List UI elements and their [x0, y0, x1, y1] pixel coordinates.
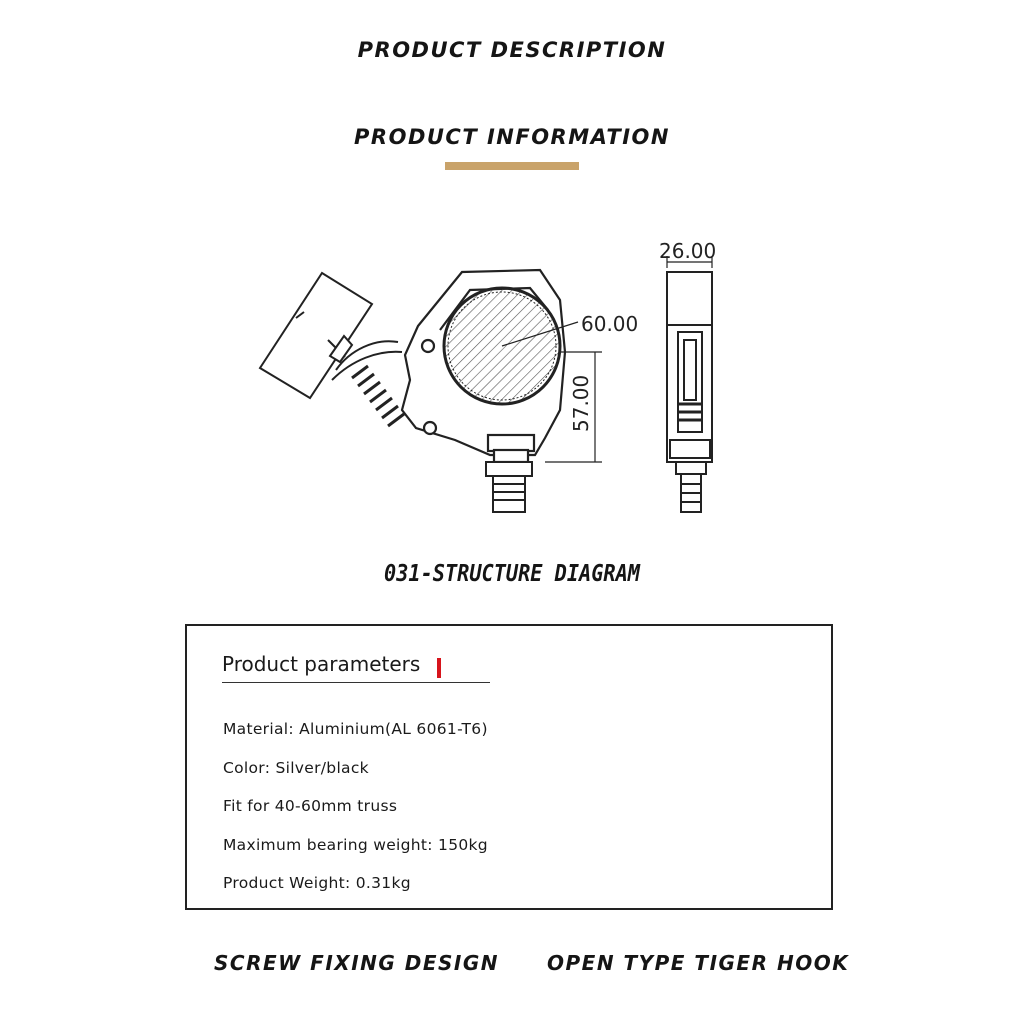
param-product-weight: Product Weight: 0.31kg: [223, 874, 411, 892]
structure-diagram-title: 031-STRUCTURE DIAGRAM: [384, 561, 640, 587]
param-color: Color: Silver/black: [223, 759, 369, 777]
side-view-drawing: [667, 256, 712, 512]
param-max-weight: Maximum bearing weight: 150kg: [223, 836, 488, 854]
product-parameters-box: [185, 624, 833, 910]
tiger-hook-caption: OPEN TYPE TIGER HOOK: [547, 951, 850, 975]
product-information-heading: PRODUCT INFORMATION: [354, 125, 670, 149]
width-dimension-label: 26.00: [659, 239, 717, 263]
param-material: Material: Aluminium(AL 6061-T6): [223, 720, 488, 738]
spring-drawing: [352, 366, 404, 426]
title-red-accent: [437, 658, 441, 678]
height-dimension-label: 57.00: [569, 374, 593, 432]
diameter-dimension-label: 60.00: [581, 312, 639, 336]
product-description-heading: PRODUCT DESCRIPTION: [357, 38, 667, 62]
screw-fixing-caption: SCREW FIXING DESIGN: [214, 951, 500, 975]
title-underline: [222, 682, 490, 683]
knob-head-drawing: [260, 273, 372, 398]
bolt-drawing: [486, 462, 532, 512]
product-parameters-title: Product parameters: [222, 652, 421, 676]
param-fit: Fit for 40-60mm truss: [223, 797, 398, 815]
